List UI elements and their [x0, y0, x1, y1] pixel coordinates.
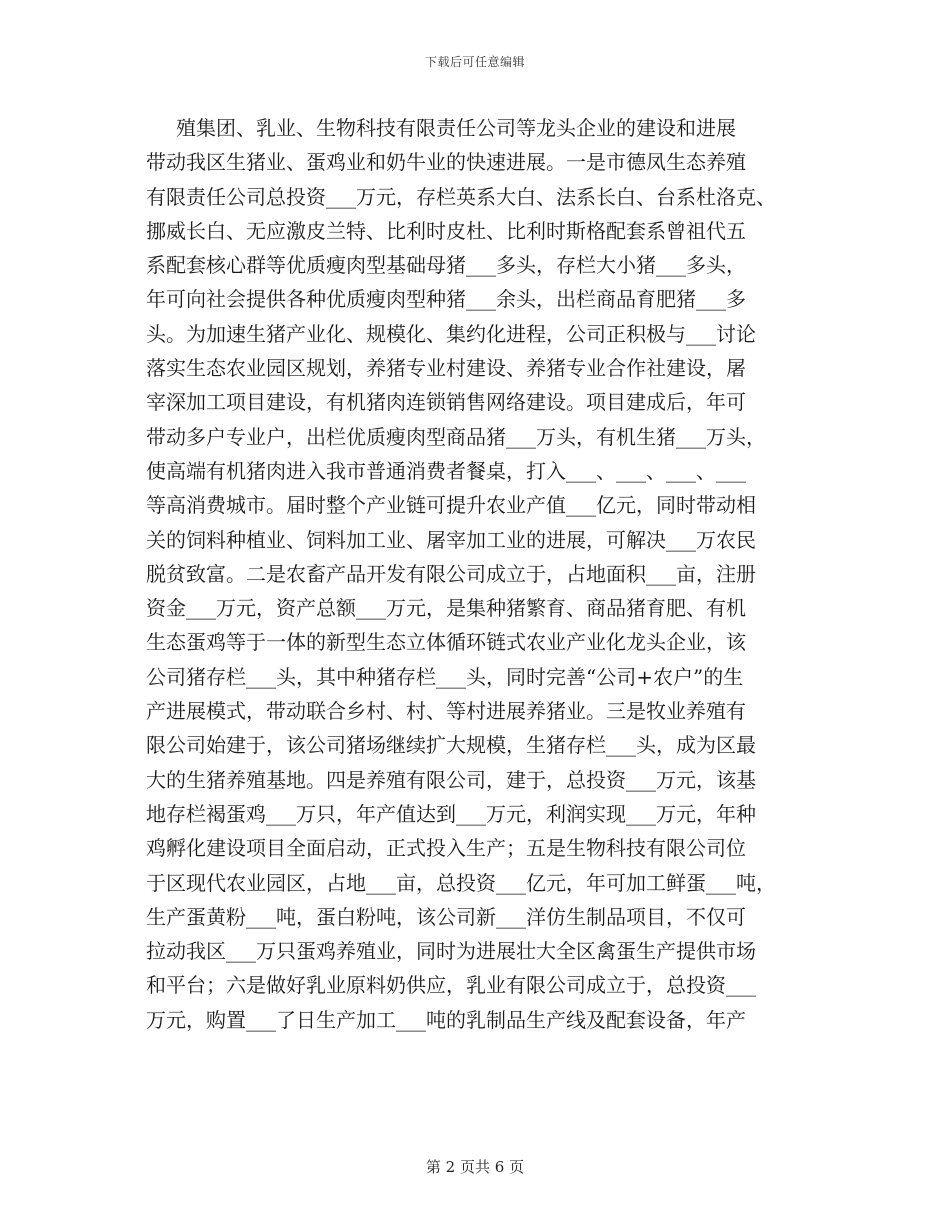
text-line: 鸡孵化建设项目全面启动，正式投入生产；五是生物科技有限公司位 — [146, 836, 746, 861]
text-line: 有限责任公司总投资___万元，存栏英系大白、法系长白、台系杜洛克、 — [146, 184, 776, 209]
text-line: 拉动我区___万只蛋鸡养殖业，同时为进展壮大全区禽蛋生产提供市场 — [146, 939, 756, 964]
text-line: 于区现代农业园区，占地___亩，总投资___亿元，年可加工鲜蛋___吨， — [146, 870, 776, 895]
text-line: 产进展模式，带动联合乡村、村、等村进展养猪业。三是牧业养殖有 — [146, 699, 746, 724]
text-line: 大的生猪养殖基地。四是养殖有限公司，建于，总投资___万元，该基 — [146, 767, 756, 792]
page-footer: 第 2 页共 6 页 — [425, 1158, 525, 1176]
text-line: 关的饲料种植业、饲料加工业、屠宰加工业的进展，可解决___万农民 — [146, 527, 756, 552]
text-line: 挪威长白、无应激皮兰特、比利时皮杜、比利时斯格配套系曾祖代五 — [146, 218, 746, 243]
text-line: 宰深加工项目建设，有机猪肉连锁销售网络建设。项目建成后，年可 — [146, 390, 746, 415]
text-line: 公司猪存栏___头，其中种猪存栏___头，同时完善“公司+农户”的生 — [146, 664, 744, 689]
text-line: 落实生态农业园区规划，养猪专业村建设、养猪专业合作社建设，屠 — [146, 356, 746, 381]
text-line: 地存栏褐蛋鸡___万只，年产值达到___万元，利润实现___万元，年种 — [146, 801, 756, 826]
text-line: 和平台；六是做好乳业原料奶供应，乳业有限公司成立于，总投资___ — [146, 973, 756, 998]
text-line: 使高端有机猪肉进入我市普通消费者餐桌，打入___、___、___、___ — [146, 458, 746, 483]
text-line: 限公司始建于，该公司猪场继续扩大规模，生猪存栏___头，成为区最 — [146, 733, 756, 758]
text-line: 带动我区生猪业、蛋鸡业和奶牛业的快速进展。一是市德凤生态养殖 — [146, 150, 746, 175]
body-text — [146, 111, 826, 1037]
page-header: 下载后可任意编辑 — [424, 55, 525, 69]
text-line: 等高消费城市。届时整个产业链可提升农业产值___亿元，同时带动相 — [146, 493, 756, 518]
text-line: 带动多户专业户，出栏优质瘦肉型商品猪___万头，有机生猪___万头， — [146, 424, 766, 449]
text-line: 生产蛋黄粉___吨，蛋白粉吨，该公司新___洋仿生制品项目，不仅可 — [146, 904, 746, 929]
text-line: 头。为加速生猪产业化、规模化、集约化进程，公司正积极与___讨论 — [146, 321, 756, 346]
text-line: 脱贫致富。二是农畜产品开发有限公司成立于，占地面积___亩，注册 — [146, 561, 756, 586]
text-line: 资金___万元，资产总额___万元，是集种猪繁育、商品猪育肥、有机 — [146, 596, 746, 621]
text-line: 系配套核心群等优质瘦肉型基础母猪___多头，存栏大小猪___多头， — [146, 253, 746, 278]
text-line: 生态蛋鸡等于一体的新型生态立体循环链式农业产业化龙头企业，该 — [146, 630, 746, 655]
text-line: 殖集团、乳业、生物科技有限责任公司等龙头企业的建设和进展 — [176, 116, 736, 140]
text-line: 万元，购置___了日生产加工___吨的乳制品生产线及配套设备，年产 — [146, 1007, 746, 1032]
text-line: 年可向社会提供各种优质瘦肉型种猪___余头，出栏商品育肥猪___多 — [146, 287, 746, 312]
